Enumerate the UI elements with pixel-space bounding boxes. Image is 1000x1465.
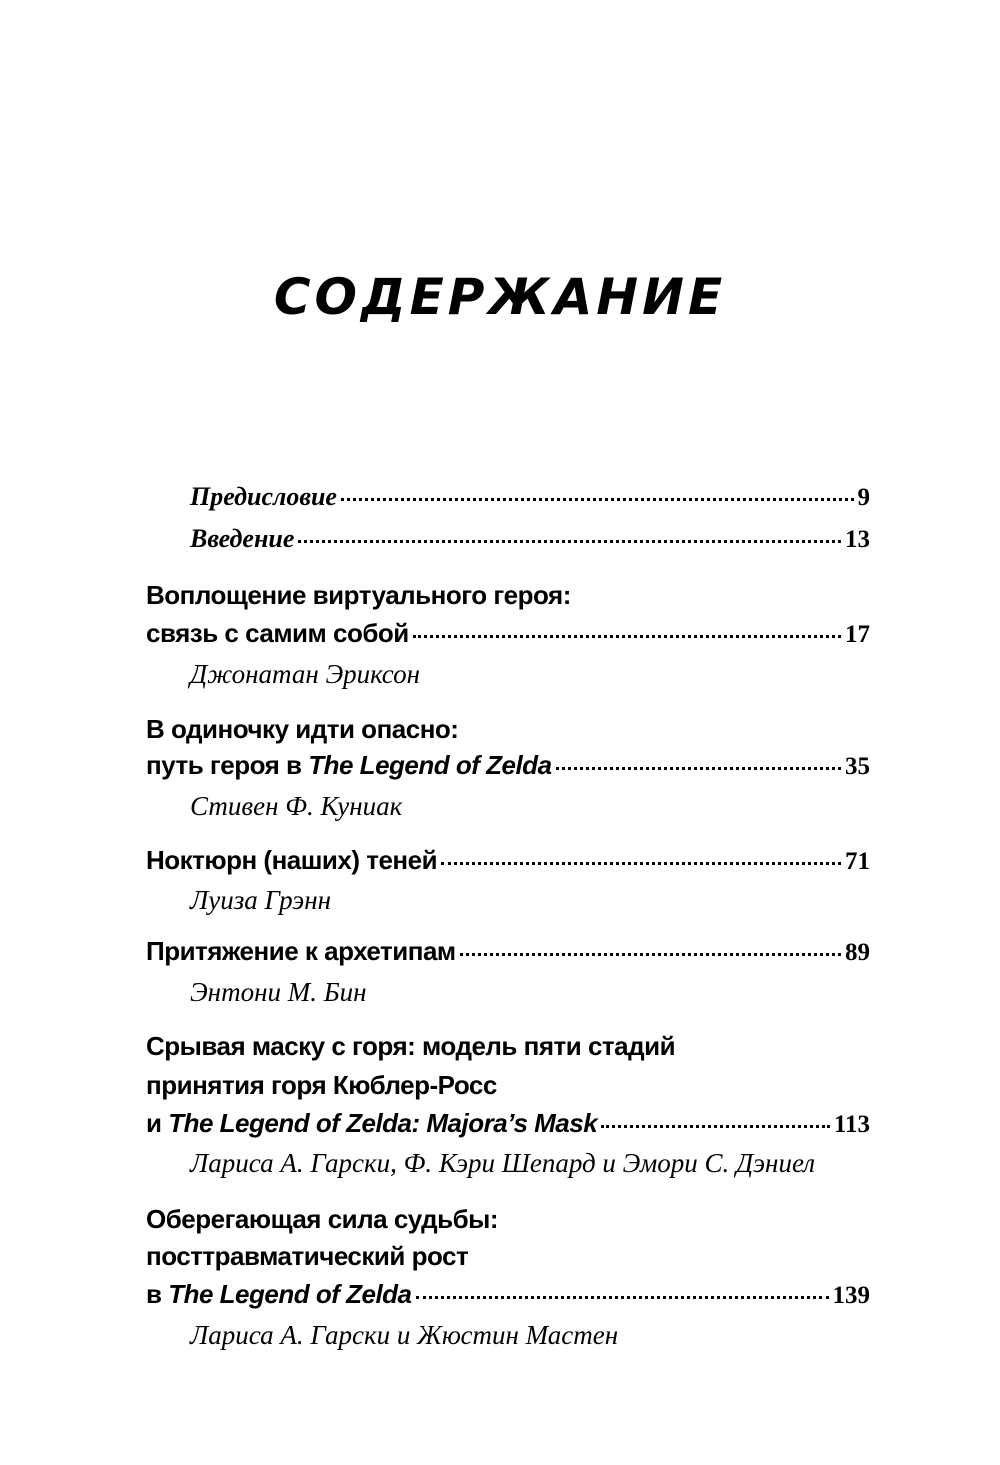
chapter-author: Джонатан Эриксон xyxy=(190,659,420,689)
chapter-author: Стивен Ф. Куниак xyxy=(190,791,403,821)
toc-entry-title: Введение xyxy=(190,524,295,553)
page-number: 17 xyxy=(845,621,870,648)
chapter-title-line xyxy=(146,1108,597,1139)
dot-leader xyxy=(416,1296,829,1299)
toc-entry-chapter-1[interactable] xyxy=(146,618,870,649)
chapter-title-line[interactable]: Срывая маску с горя: модель пяти стадий xyxy=(146,1031,676,1061)
chapter-title-line[interactable]: Оберегающая сила судьбы: xyxy=(146,1204,499,1234)
chapter-title-line xyxy=(146,1279,412,1310)
page-title: СОДЕРЖАНИЕ xyxy=(273,268,727,326)
page-number: 35 xyxy=(845,753,870,780)
page-number: 89 xyxy=(845,939,870,966)
chapter-title-line xyxy=(146,750,552,781)
chapter-author: Лариса А. Гарски и Жюстин Мастен xyxy=(190,1320,619,1350)
chapter-title-line: Притяжение к архетипам xyxy=(146,936,456,966)
toc-entry-chapter-4[interactable] xyxy=(146,936,870,967)
chapter-title-line[interactable]: В одиночку идти опасно: xyxy=(146,714,459,744)
chapter-title-line: связь с самим собой xyxy=(146,618,409,648)
page-number: 113 xyxy=(833,1111,870,1138)
dot-leader xyxy=(441,862,841,865)
toc-entry-preface[interactable] xyxy=(190,482,870,512)
dot-leader xyxy=(298,540,841,543)
chapter-title-line[interactable]: Воплощение виртуального героя: xyxy=(146,580,571,610)
chapter-title-line[interactable]: посттравматический рост xyxy=(146,1241,469,1271)
page-number: 9 xyxy=(857,484,870,511)
toc-entry-chapter-6[interactable] xyxy=(146,1279,870,1310)
chapter-title-line[interactable]: принятия горя Кюблер-Росс xyxy=(146,1070,497,1100)
toc-entry-introduction[interactable] xyxy=(190,524,870,554)
game-title: The Legend of Zelda xyxy=(308,750,552,780)
dot-leader xyxy=(556,767,841,770)
chapter-author: Лариса А. Гарски, Ф. Кэри Шепард и Эмори С. Дэниел xyxy=(190,1148,816,1178)
chapter-author: Луиза Грэнн xyxy=(190,885,331,915)
title-prefix: в xyxy=(146,1279,169,1309)
dot-leader xyxy=(460,953,841,956)
chapter-title-line: Ноктюрн (наших) теней xyxy=(146,845,438,875)
dot-leader xyxy=(601,1125,830,1128)
game-title: The Legend of Zelda: Majora’s Mask xyxy=(168,1108,598,1138)
page-number: 139 xyxy=(832,1282,870,1309)
toc-entry-chapter-2[interactable] xyxy=(146,750,870,781)
game-title: The Legend of Zelda xyxy=(168,1279,412,1309)
toc-entry-title: Предисловие xyxy=(190,482,337,511)
dot-leader xyxy=(341,498,854,501)
toc-entry-chapter-5[interactable] xyxy=(146,1108,870,1139)
toc-entry-chapter-3[interactable] xyxy=(146,845,870,876)
page-number: 13 xyxy=(845,526,870,553)
title-prefix: путь героя в xyxy=(146,750,309,780)
title-prefix: и xyxy=(146,1108,169,1138)
dot-leader xyxy=(413,635,841,638)
chapter-author: Энтони М. Бин xyxy=(190,977,367,1007)
page-number: 71 xyxy=(845,848,870,875)
